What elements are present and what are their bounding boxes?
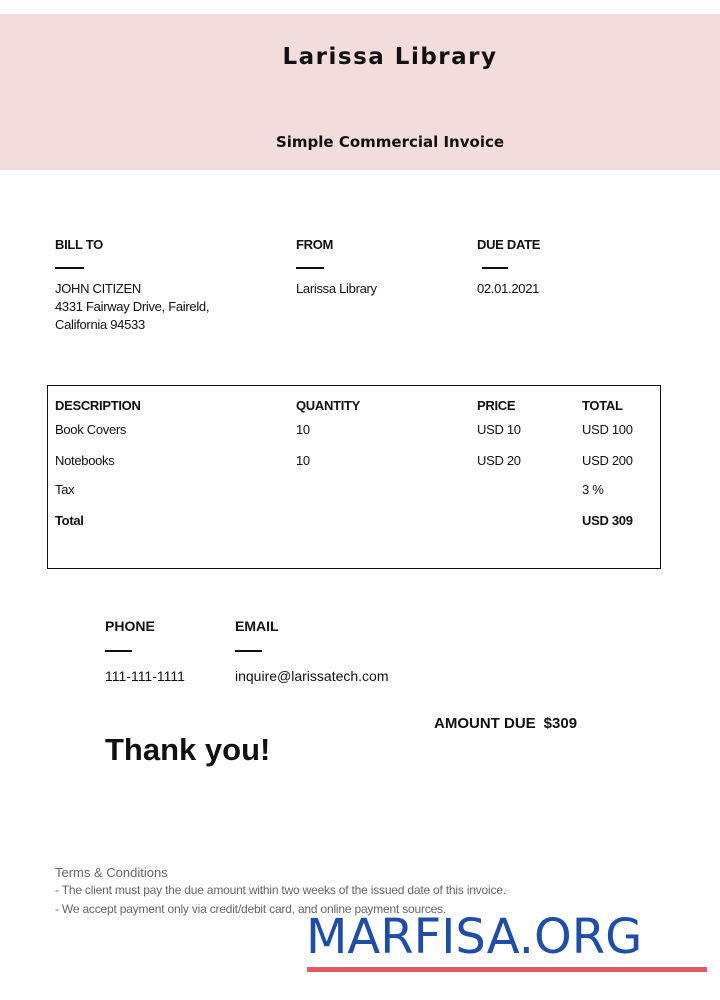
amount-due-value: $309: [543, 715, 578, 732]
due-date-label: DUE DATE: [477, 237, 541, 252]
item-price: USD 10: [477, 422, 521, 437]
tax-label: Tax: [55, 482, 75, 497]
terms-line: - We accept payment only via credit/debit card, and online payment sources.: [55, 902, 446, 916]
bill-to-name: JOHN CITIZEN: [55, 281, 141, 296]
bill-to-underline: [55, 267, 84, 269]
amount-due-label: AMOUNT DUE: [434, 715, 536, 732]
phone-value: 111-111-1111: [105, 668, 185, 684]
terms-line: - The client must pay the due amount within two weeks of the issued date of this invoice.: [55, 883, 506, 897]
amount-due: [434, 715, 585, 732]
bill-to-address-line2: California 94533: [55, 317, 145, 332]
terms-title: Terms & Conditions: [55, 865, 168, 880]
email-underline: [235, 650, 262, 652]
invoice-subtitle: Simple Commercial Invoice: [275, 133, 505, 151]
thank-you-message: Thank you!: [105, 732, 271, 767]
item-total: USD 200: [582, 453, 633, 468]
email-value: inquire@larissatech.com: [235, 668, 389, 684]
column-header-price: PRICE: [477, 398, 516, 413]
company-name: Larissa Library: [282, 44, 498, 70]
column-header-total: TOTAL: [582, 398, 623, 413]
item-total: USD 100: [582, 422, 633, 437]
bill-to-label: BILL TO: [55, 237, 103, 252]
column-header-description: DESCRIPTION: [55, 398, 141, 413]
column-header-quantity: QUANTITY: [296, 398, 361, 413]
item-quantity: 10: [296, 422, 310, 437]
total-value: USD 309: [582, 513, 633, 528]
email-label: EMAIL: [235, 618, 279, 634]
watermark-underline: [307, 967, 707, 972]
item-description: Notebooks: [55, 453, 115, 468]
bill-to-address-line1: 4331 Fairway Drive, Faireld,: [55, 299, 210, 314]
phone-label: PHONE: [105, 618, 155, 634]
due-date-value: 02.01.2021: [477, 281, 540, 296]
from-underline: [296, 267, 324, 269]
from-name: Larissa Library: [296, 281, 377, 296]
item-description: Book Covers: [55, 422, 127, 437]
phone-underline: [105, 650, 132, 652]
total-label: Total: [55, 513, 84, 528]
due-date-underline: [482, 267, 508, 269]
tax-value: 3 %: [582, 482, 604, 497]
from-label: FROM: [296, 237, 334, 252]
item-quantity: 10: [296, 453, 310, 468]
watermark-logo: MARFISA.ORG: [306, 909, 643, 965]
item-price: USD 20: [477, 453, 521, 468]
